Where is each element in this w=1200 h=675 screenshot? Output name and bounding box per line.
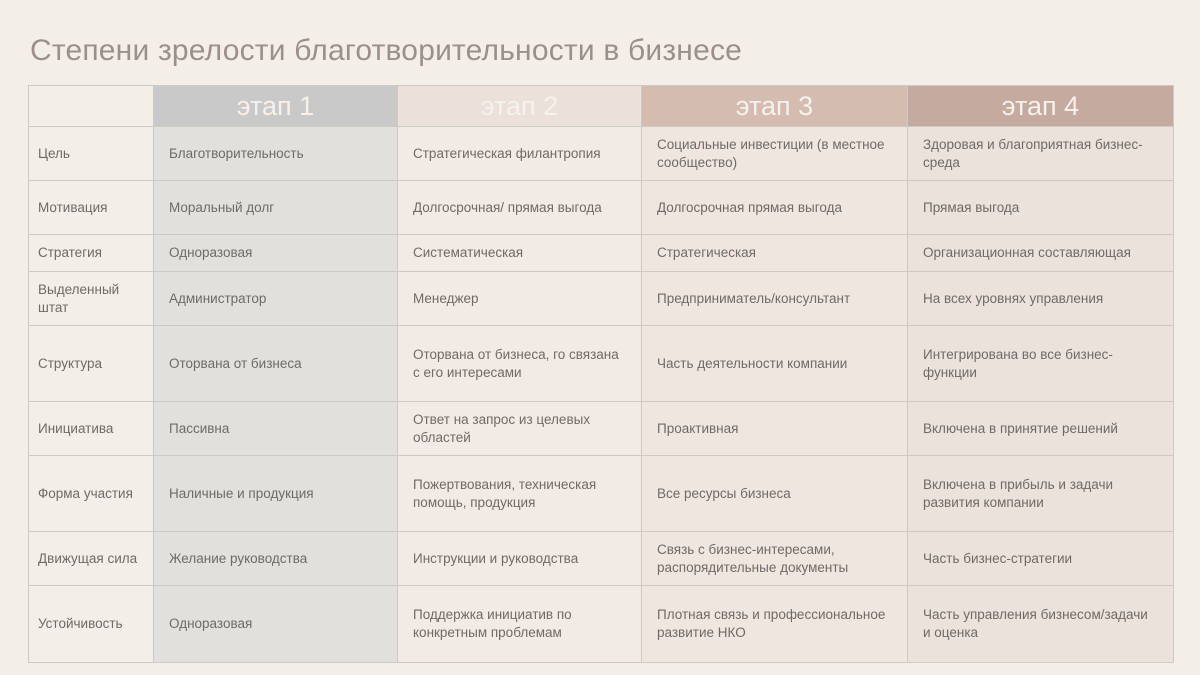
row-label: Структура <box>29 326 154 402</box>
table-cell: На всех уровнях управления <box>908 272 1174 326</box>
table-row <box>29 532 1174 586</box>
table-cell: Проактивная <box>642 402 908 456</box>
table-row <box>29 127 1174 181</box>
row-label: Выделенный штат <box>29 272 154 326</box>
header-row <box>29 86 1174 127</box>
table-row <box>29 272 1174 326</box>
row-label: Устойчивость <box>29 586 154 663</box>
table-cell: Связь с бизнес-интересами, распорядительные документы <box>642 532 908 586</box>
table-cell: Инструкции и руководства <box>398 532 642 586</box>
table-row <box>29 456 1174 532</box>
table-cell: Предприниматель/консультант <box>642 272 908 326</box>
table-cell: Часть управления бизнесом/задачи и оценка <box>908 586 1174 663</box>
table-row <box>29 326 1174 402</box>
stage-header: этап 1 <box>154 86 398 127</box>
maturity-table <box>28 85 1174 663</box>
page-title: Степени зрелости благотворительности в бизнесе <box>30 34 743 67</box>
table-cell: Пожертвования, техническая помощь, продукция <box>398 456 642 532</box>
table-cell: Включена в принятие решений <box>908 402 1174 456</box>
table-row <box>29 181 1174 235</box>
corner-cell <box>29 86 154 127</box>
row-label: Форма участия <box>29 456 154 532</box>
table-cell: Интегрирована во все бизнес-функции <box>908 326 1174 402</box>
table-cell: Пассивна <box>154 402 398 456</box>
row-label: Движущая сила <box>29 532 154 586</box>
table-cell: Часть бизнес-стратегии <box>908 532 1174 586</box>
stage-header: этап 2 <box>398 86 642 127</box>
table-cell: Моральный долг <box>154 181 398 235</box>
table-cell: Администратор <box>154 272 398 326</box>
table-cell: Здоровая и благоприятная бизнес-среда <box>908 127 1174 181</box>
row-label: Мотивация <box>29 181 154 235</box>
table-cell: Плотная связь и профессиональное развитие НКО <box>642 586 908 663</box>
table-cell: Систематическая <box>398 235 642 272</box>
table-cell: Благотворительность <box>154 127 398 181</box>
table-cell: Организационная составляющая <box>908 235 1174 272</box>
table-cell: Долгосрочная/ прямая выгода <box>398 181 642 235</box>
table-cell: Оторвана от бизнеса, го связана с его интересами <box>398 326 642 402</box>
table-row <box>29 586 1174 663</box>
row-label: Инициатива <box>29 402 154 456</box>
table-cell: Поддержка инициатив по конкретным проблемам <box>398 586 642 663</box>
table-cell: Желание руководства <box>154 532 398 586</box>
table-cell: Стратегическая филантропия <box>398 127 642 181</box>
stage-header: этап 3 <box>642 86 908 127</box>
table-cell: Одноразовая <box>154 235 398 272</box>
table-cell: Прямая выгода <box>908 181 1174 235</box>
table-cell: Включена в прибыль и задачи развития компании <box>908 456 1174 532</box>
table-cell: Менеджер <box>398 272 642 326</box>
table-cell: Социальные инвестиции (в местное сообщество) <box>642 127 908 181</box>
table-cell: Оторвана от бизнеса <box>154 326 398 402</box>
table-cell: Ответ на запрос из целевых областей <box>398 402 642 456</box>
table-cell: Часть деятельности компании <box>642 326 908 402</box>
table-cell: Все ресурсы бизнеса <box>642 456 908 532</box>
table-row <box>29 235 1174 272</box>
table-cell: Наличные и продукция <box>154 456 398 532</box>
table-cell: Стратегическая <box>642 235 908 272</box>
row-label: Цель <box>29 127 154 181</box>
table-cell: Одноразовая <box>154 586 398 663</box>
stage-header: этап 4 <box>908 86 1174 127</box>
row-label: Стратегия <box>29 235 154 272</box>
table-row <box>29 402 1174 456</box>
table-cell: Долгосрочная прямая выгода <box>642 181 908 235</box>
